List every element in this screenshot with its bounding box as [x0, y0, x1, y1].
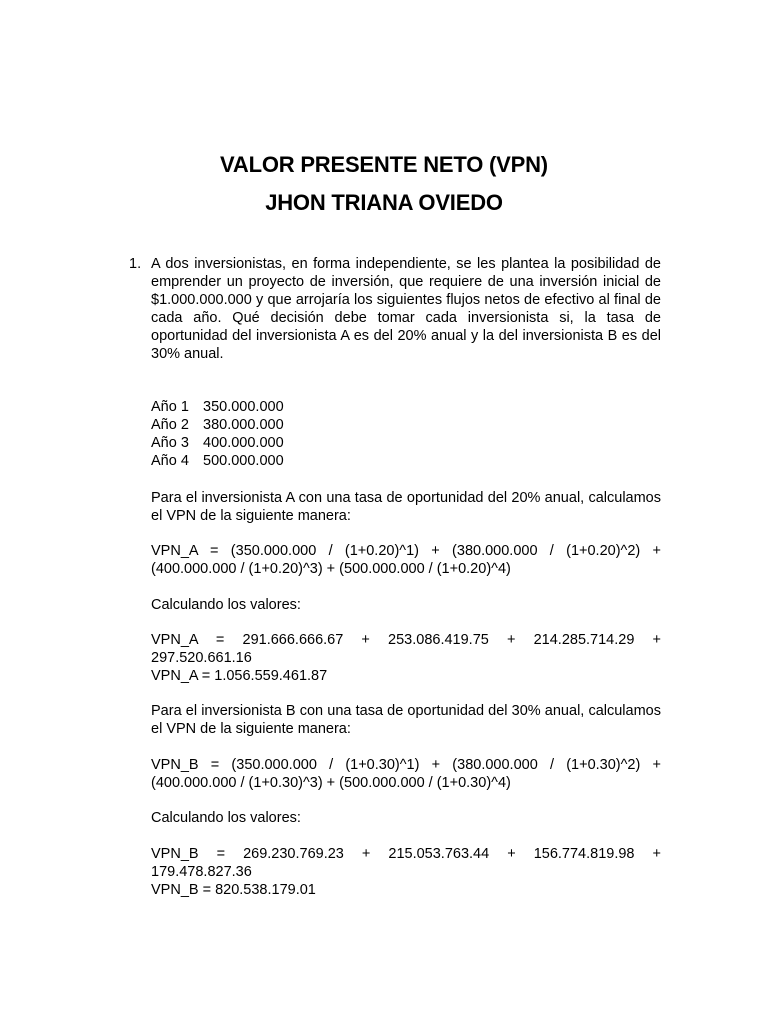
investor-a-result: VPN_A = 1.056.559.461.87 [151, 668, 328, 684]
author-name: JHON TRIANA OVIEDO [265, 190, 503, 215]
investor-b-formula: VPN_B = (350.000.000 / (1+0.30)^1) + (380.000.000 / (1+0.30)^2) + (400.000.000 / (1+0.30)^3) + (500.000.000 / (1+0.30)^4) [151, 757, 661, 791]
year-value: 380.000.000 [203, 417, 284, 433]
question-1 [129, 255, 661, 363]
investor-b-result: VPN_B = 820.538.179.01 [151, 882, 316, 898]
investor-a-intro: Para el inversionista A con una tasa de oportunidad del 20% anual, calculamos el VPN de la siguiente manera: [151, 490, 661, 524]
cash-flow-row [151, 398, 661, 416]
cash-flow-row [151, 416, 661, 434]
question-number: 1. [129, 256, 142, 272]
year-label: Año 2 [151, 417, 189, 433]
investor-a-calc-label: Calculando los valores: [151, 597, 301, 613]
investor-b-intro: Para el inversionista B con una tasa de oportunidad del 30% anual, calculamos el VPN de la siguiente manera: [151, 703, 661, 737]
year-value: 400.000.000 [203, 435, 284, 451]
year-label: Año 3 [151, 435, 189, 451]
year-label: Año 4 [151, 453, 189, 469]
document-title: VALOR PRESENTE NETO (VPN) [220, 152, 548, 177]
investor-a-values-block [151, 631, 661, 685]
cash-flow-row [151, 434, 661, 452]
year-value: 500.000.000 [203, 453, 284, 469]
cash-flow-list [151, 398, 661, 470]
investor-a-formula: VPN_A = (350.000.000 / (1+0.20)^1) + (380.000.000 / (1+0.20)^2) + (400.000.000 / (1+0.20)^3) + (500.000.000 / (1+0.20)^4) [151, 543, 661, 577]
investor-b-values: VPN_B = 269.230.769.23 + 215.053.763.44 + 156.774.819.98 + 179.478.827.36 [151, 846, 661, 880]
cash-flow-row [151, 452, 661, 470]
investor-b-calc-label: Calculando los valores: [151, 810, 301, 826]
investor-a-values: VPN_A = 291.666.666.67 + 253.086.419.75 + 214.285.714.29 + 297.520.661.16 [151, 632, 661, 666]
year-value: 350.000.000 [203, 399, 284, 415]
investor-b-values-block [151, 845, 661, 899]
year-label: Año 1 [151, 399, 189, 415]
question-text: A dos inversionistas, en forma independiente, se les plantea la posibilidad de emprender un proyecto de inversión, que requiere de una inversión inicial de $1.000.000.000 y que arrojaría los siguientes flujos netos de efectivo al final de cada año. Qué decisión debe tomar cada inversionista si, la tasa de oportunidad del inversionista A es del 20% anual y la del inversionista B es del 30% anual. [151, 256, 661, 362]
